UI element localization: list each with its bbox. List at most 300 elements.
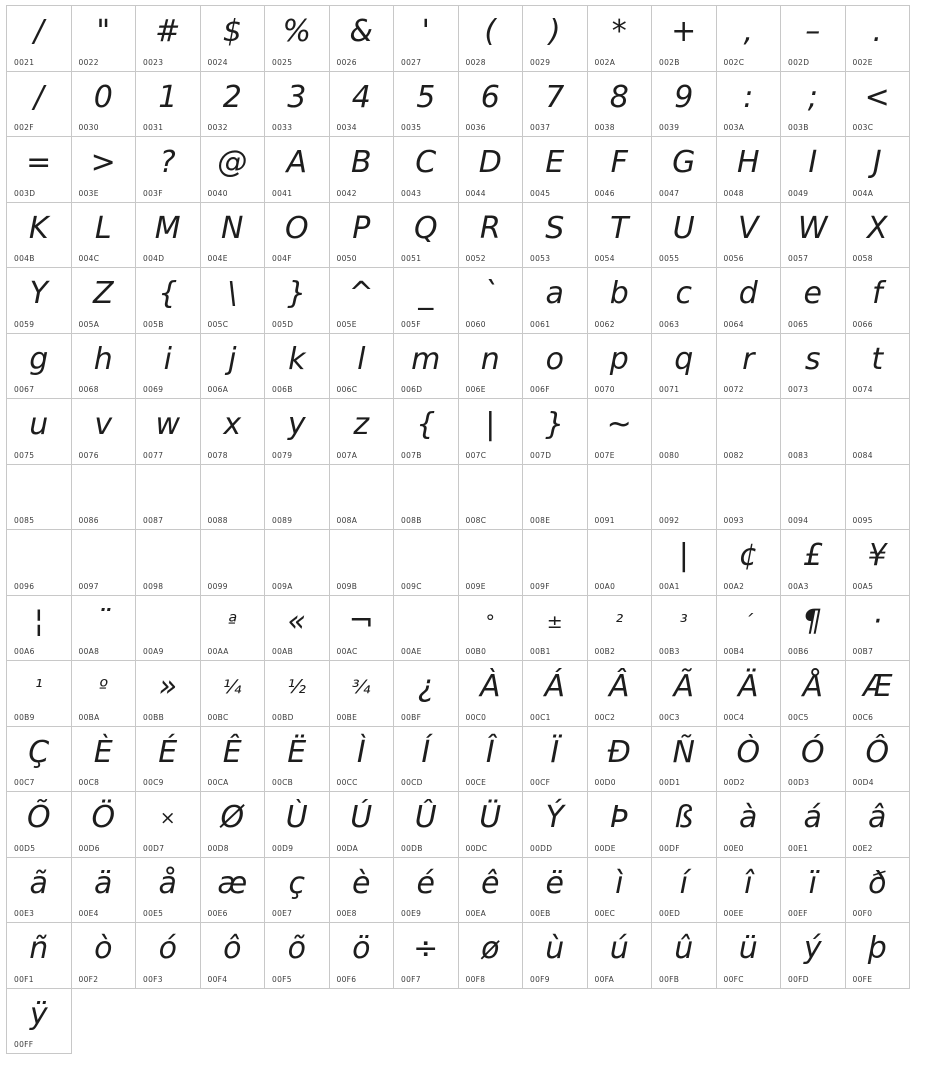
glyph-character: H — [736, 145, 760, 180]
glyph-cell[interactable] — [201, 137, 266, 203]
glyph-cell[interactable] — [136, 6, 201, 72]
glyph-cell[interactable] — [652, 858, 717, 924]
glyph-cell[interactable] — [330, 268, 395, 334]
glyph-character: Z — [92, 276, 114, 311]
glyph-cell[interactable] — [72, 596, 137, 662]
glyph-cell[interactable] — [717, 596, 782, 662]
glyph-cell[interactable] — [781, 792, 846, 858]
glyph-cell[interactable] — [846, 530, 911, 596]
glyph-cell[interactable] — [7, 465, 72, 531]
glyph-cell[interactable] — [717, 727, 782, 793]
glyph-cell[interactable] — [846, 727, 911, 793]
glyph-cell[interactable] — [588, 530, 653, 596]
glyph-cell[interactable] — [201, 399, 266, 465]
glyph-codepoint: 0034 — [336, 123, 357, 132]
glyph-cell[interactable] — [846, 268, 911, 334]
glyph-cell[interactable] — [72, 334, 137, 400]
glyph-codepoint: 006E — [465, 385, 486, 394]
glyph-character: S — [545, 210, 565, 246]
glyph-cell[interactable] — [7, 792, 72, 858]
glyph-cell[interactable] — [459, 6, 524, 72]
glyph-codepoint: 00D0 — [594, 778, 616, 787]
glyph-codepoint: 00EA — [465, 909, 487, 918]
glyph-cell[interactable] — [781, 661, 846, 727]
glyph-cell[interactable] — [201, 465, 266, 531]
glyph-character: h — [93, 341, 113, 377]
glyph-character: { — [416, 407, 436, 442]
glyph-cell[interactable] — [7, 989, 72, 1055]
glyph-codepoint: 00A3 — [788, 581, 809, 591]
glyph-cell[interactable] — [781, 399, 846, 465]
glyph-cell[interactable] — [265, 6, 330, 72]
glyph-cell[interactable] — [717, 792, 782, 858]
glyph-cell[interactable] — [459, 203, 524, 269]
glyph-cell[interactable] — [846, 596, 911, 662]
glyph-cell[interactable] — [394, 465, 459, 531]
glyph-cell[interactable] — [72, 268, 137, 334]
grid-filler — [201, 989, 266, 1055]
glyph-character: « — [287, 603, 306, 639]
glyph-cell[interactable] — [72, 6, 137, 72]
glyph-cell[interactable] — [72, 203, 137, 269]
glyph-codepoint: 0099 — [207, 581, 228, 591]
glyph-cell[interactable] — [781, 268, 846, 334]
glyph-cell[interactable] — [459, 596, 524, 662]
glyph-cell[interactable] — [7, 6, 72, 72]
glyph-cell[interactable] — [588, 399, 653, 465]
glyph-cell[interactable] — [717, 72, 782, 138]
glyph-cell[interactable] — [846, 465, 911, 531]
glyph-codepoint: 00F9 — [530, 974, 550, 984]
glyph-cell[interactable] — [652, 268, 717, 334]
glyph-character: ¦ — [33, 603, 44, 639]
glyph-cell[interactable] — [652, 334, 717, 400]
glyph-cell[interactable] — [394, 137, 459, 203]
glyph-cell[interactable] — [781, 596, 846, 662]
glyph-cell[interactable] — [265, 203, 330, 269]
glyph-character — [588, 534, 652, 578]
glyph-codepoint: 0050 — [336, 254, 357, 263]
glyph-character: . — [872, 14, 883, 49]
glyph-cell[interactable] — [652, 530, 717, 596]
glyph-cell[interactable] — [394, 792, 459, 858]
glyph-cell[interactable] — [7, 530, 72, 596]
glyph-character: R — [479, 210, 501, 246]
glyph-cell[interactable] — [523, 727, 588, 793]
glyph-codepoint: 0053 — [530, 254, 551, 263]
glyph-cell[interactable] — [265, 268, 330, 334]
glyph-cell[interactable] — [781, 72, 846, 138]
glyph-cell[interactable] — [717, 465, 782, 531]
glyph-cell[interactable] — [265, 530, 330, 596]
glyph-codepoint: 0080 — [659, 450, 680, 460]
glyph-cell[interactable] — [781, 727, 846, 793]
glyph-cell[interactable] — [523, 334, 588, 400]
glyph-character: · — [872, 603, 883, 639]
glyph-cell[interactable] — [330, 727, 395, 793]
glyph-cell[interactable] — [201, 530, 266, 596]
glyph-cell[interactable] — [523, 530, 588, 596]
glyph-codepoint: 0043 — [401, 188, 422, 198]
glyph-cell[interactable] — [459, 399, 524, 465]
glyph-cell[interactable] — [7, 268, 72, 334]
glyph-codepoint: 0037 — [530, 123, 551, 132]
glyph-cell[interactable] — [652, 465, 717, 531]
glyph-cell[interactable] — [330, 596, 395, 662]
glyph-character — [7, 469, 71, 513]
glyph-cell[interactable] — [72, 727, 137, 793]
glyph-cell[interactable] — [330, 465, 395, 531]
glyph-cell[interactable] — [136, 72, 201, 138]
glyph-character — [394, 534, 458, 578]
glyph-cell[interactable] — [265, 661, 330, 727]
glyph-codepoint: 00F8 — [465, 974, 486, 984]
glyph-codepoint: 00D4 — [852, 778, 874, 787]
glyph-character: A — [286, 145, 308, 180]
glyph-cell[interactable] — [652, 203, 717, 269]
glyph-cell[interactable] — [588, 727, 653, 793]
glyph-cell[interactable] — [136, 530, 201, 596]
glyph-character: : — [743, 79, 754, 115]
glyph-cell[interactable] — [330, 72, 395, 138]
glyph-cell[interactable] — [459, 661, 524, 727]
glyph-character: O — [284, 210, 309, 246]
glyph-cell[interactable] — [717, 268, 782, 334]
glyph-character: C — [415, 145, 437, 180]
glyph-cell[interactable] — [330, 661, 395, 727]
glyph-cell[interactable] — [265, 465, 330, 531]
glyph-cell[interactable] — [523, 6, 588, 72]
glyph-cell[interactable] — [781, 6, 846, 72]
glyph-cell[interactable] — [523, 72, 588, 138]
glyph-codepoint: 0048 — [723, 188, 744, 198]
glyph-cell[interactable] — [201, 727, 266, 793]
glyph-cell[interactable] — [652, 72, 717, 138]
glyph-cell[interactable] — [265, 727, 330, 793]
glyph-cell[interactable] — [136, 334, 201, 400]
glyph-cell[interactable] — [717, 334, 782, 400]
glyph-cell[interactable] — [588, 6, 653, 72]
glyph-cell[interactable] — [846, 858, 911, 924]
glyph-codepoint: 00D3 — [788, 778, 810, 787]
glyph-cell[interactable] — [781, 530, 846, 596]
glyph-cell[interactable] — [201, 596, 266, 662]
glyph-cell[interactable] — [781, 923, 846, 989]
glyph-codepoint: 009A — [272, 581, 293, 591]
glyph-cell[interactable] — [136, 858, 201, 924]
glyph-character: # — [155, 14, 181, 49]
glyph-cell[interactable] — [201, 334, 266, 400]
glyph-codepoint: 0044 — [465, 188, 486, 198]
glyph-cell[interactable] — [588, 268, 653, 334]
glyph-character: £ — [803, 538, 823, 573]
glyph-character: ¿ — [417, 669, 434, 704]
glyph-cell[interactable] — [330, 203, 395, 269]
glyph-character: / — [33, 79, 44, 115]
glyph-codepoint: 00BE — [336, 712, 358, 722]
glyph-cell[interactable] — [588, 858, 653, 924]
glyph-cell[interactable] — [781, 137, 846, 203]
glyph-codepoint: 00B2 — [594, 647, 616, 656]
glyph-cell[interactable] — [7, 72, 72, 138]
glyph-cell[interactable] — [72, 792, 137, 858]
glyph-codepoint: 006A — [207, 385, 229, 394]
glyph-cell[interactable] — [523, 203, 588, 269]
glyph-cell[interactable] — [330, 399, 395, 465]
glyph-codepoint: 0067 — [14, 385, 35, 394]
glyph-cell[interactable] — [781, 465, 846, 531]
glyph-cell[interactable] — [72, 399, 137, 465]
glyph-cell[interactable] — [201, 268, 266, 334]
glyph-character: â — [868, 800, 887, 835]
glyph-cell[interactable] — [201, 792, 266, 858]
glyph-cell[interactable] — [7, 334, 72, 400]
glyph-codepoint: 00C8 — [78, 778, 100, 787]
glyph-cell[interactable] — [7, 137, 72, 203]
glyph-codepoint: 0030 — [78, 123, 99, 132]
glyph-cell[interactable] — [588, 465, 653, 531]
glyph-cell[interactable] — [136, 596, 201, 662]
glyph-cell[interactable] — [7, 923, 72, 989]
glyph-cell[interactable] — [652, 923, 717, 989]
glyph-codepoint: 0038 — [594, 123, 615, 132]
glyph-cell[interactable] — [652, 137, 717, 203]
glyph-cell[interactable] — [265, 923, 330, 989]
glyph-cell[interactable] — [717, 203, 782, 269]
glyph-cell[interactable] — [781, 858, 846, 924]
glyph-character — [717, 469, 781, 513]
glyph-cell[interactable] — [846, 6, 911, 72]
glyph-cell[interactable] — [330, 858, 395, 924]
glyph-cell[interactable] — [652, 596, 717, 662]
glyph-cell[interactable] — [7, 203, 72, 269]
glyph-cell[interactable] — [588, 661, 653, 727]
glyph-character: é — [416, 865, 435, 901]
glyph-character: Á — [544, 669, 566, 704]
glyph-cell[interactable] — [72, 530, 137, 596]
glyph-cell[interactable] — [652, 792, 717, 858]
glyph-character — [652, 403, 716, 447]
glyph-character: X — [866, 210, 888, 246]
glyph-cell[interactable] — [394, 661, 459, 727]
glyph-character — [717, 403, 781, 447]
glyph-cell[interactable] — [265, 858, 330, 924]
glyph-cell[interactable] — [265, 72, 330, 138]
glyph-character: ª — [227, 610, 237, 633]
glyph-cell[interactable] — [523, 268, 588, 334]
glyph-codepoint: 0040 — [207, 188, 228, 198]
glyph-cell[interactable] — [136, 727, 201, 793]
glyph-cell[interactable] — [717, 6, 782, 72]
glyph-cell[interactable] — [459, 727, 524, 793]
glyph-cell[interactable] — [265, 137, 330, 203]
glyph-cell[interactable] — [136, 268, 201, 334]
glyph-cell[interactable] — [7, 858, 72, 924]
glyph-cell[interactable] — [652, 727, 717, 793]
glyph-character: l — [357, 341, 366, 377]
glyph-cell[interactable] — [394, 923, 459, 989]
glyph-cell[interactable] — [459, 923, 524, 989]
glyph-cell[interactable] — [846, 399, 911, 465]
glyph-cell[interactable] — [846, 334, 911, 400]
glyph-codepoint: 005A — [78, 319, 100, 329]
glyph-cell[interactable] — [265, 399, 330, 465]
glyph-cell[interactable] — [330, 792, 395, 858]
glyph-cell[interactable] — [717, 399, 782, 465]
glyph-cell[interactable] — [652, 661, 717, 727]
glyph-cell[interactable] — [523, 596, 588, 662]
glyph-cell[interactable] — [588, 72, 653, 138]
glyph-cell[interactable] — [652, 399, 717, 465]
glyph-cell[interactable] — [330, 334, 395, 400]
glyph-cell[interactable] — [846, 72, 911, 138]
glyph-cell[interactable] — [394, 334, 459, 400]
glyph-character — [136, 534, 200, 578]
glyph-cell[interactable] — [459, 268, 524, 334]
glyph-codepoint: 00D7 — [143, 843, 165, 853]
glyph-cell[interactable] — [330, 923, 395, 989]
glyph-cell[interactable] — [72, 661, 137, 727]
glyph-cell[interactable] — [781, 203, 846, 269]
glyph-cell[interactable] — [72, 923, 137, 989]
glyph-cell[interactable] — [330, 137, 395, 203]
glyph-cell[interactable] — [523, 399, 588, 465]
glyph-cell[interactable] — [136, 661, 201, 727]
glyph-codepoint: 0042 — [336, 188, 357, 198]
glyph-cell[interactable] — [72, 137, 137, 203]
glyph-cell[interactable] — [717, 923, 782, 989]
glyph-codepoint: 0045 — [530, 188, 551, 198]
glyph-character — [781, 469, 845, 513]
glyph-codepoint: 0055 — [659, 254, 680, 263]
glyph-codepoint: 00B1 — [530, 647, 551, 656]
glyph-cell[interactable] — [459, 858, 524, 924]
glyph-cell[interactable] — [717, 858, 782, 924]
glyph-cell[interactable] — [7, 727, 72, 793]
glyph-codepoint: 0041 — [272, 188, 293, 198]
glyph-cell[interactable] — [394, 858, 459, 924]
glyph-cell[interactable] — [7, 596, 72, 662]
glyph-cell[interactable] — [459, 334, 524, 400]
glyph-cell[interactable] — [717, 137, 782, 203]
glyph-cell[interactable] — [72, 858, 137, 924]
glyph-cell[interactable] — [846, 923, 911, 989]
glyph-codepoint: 00FB — [659, 974, 680, 984]
glyph-cell[interactable] — [72, 465, 137, 531]
glyph-cell[interactable] — [7, 399, 72, 465]
glyph-cell[interactable] — [394, 530, 459, 596]
glyph-cell[interactable] — [201, 72, 266, 138]
glyph-cell[interactable] — [523, 858, 588, 924]
glyph-cell[interactable] — [201, 6, 266, 72]
glyph-cell[interactable] — [330, 6, 395, 72]
glyph-codepoint: 004A — [852, 188, 874, 198]
glyph-cell[interactable] — [459, 465, 524, 531]
glyph-cell[interactable] — [136, 137, 201, 203]
glyph-cell[interactable] — [588, 137, 653, 203]
glyph-cell[interactable] — [717, 661, 782, 727]
glyph-character: @ — [217, 145, 248, 180]
glyph-cell[interactable] — [652, 6, 717, 72]
glyph-cell[interactable] — [523, 923, 588, 989]
glyph-cell[interactable] — [394, 399, 459, 465]
glyph-cell[interactable] — [265, 596, 330, 662]
glyph-cell[interactable] — [459, 530, 524, 596]
glyph-cell[interactable] — [846, 792, 911, 858]
glyph-cell[interactable] — [459, 72, 524, 138]
glyph-cell[interactable] — [136, 203, 201, 269]
glyph-cell[interactable] — [265, 792, 330, 858]
glyph-codepoint: 00A5 — [852, 581, 874, 591]
glyph-codepoint: 0072 — [723, 385, 744, 394]
glyph-cell[interactable] — [136, 792, 201, 858]
glyph-cell[interactable] — [136, 923, 201, 989]
glyph-cell[interactable] — [7, 661, 72, 727]
glyph-cell[interactable] — [588, 923, 653, 989]
glyph-character: | — [678, 538, 689, 573]
glyph-codepoint: 0056 — [723, 254, 744, 263]
glyph-character: ² — [615, 610, 624, 633]
glyph-cell[interactable] — [781, 334, 846, 400]
glyph-cell[interactable] — [201, 858, 266, 924]
glyph-cell[interactable] — [136, 399, 201, 465]
glyph-cell[interactable] — [523, 792, 588, 858]
glyph-cell[interactable] — [588, 203, 653, 269]
glyph-cell[interactable] — [136, 465, 201, 531]
glyph-cell[interactable] — [846, 203, 911, 269]
glyph-cell[interactable] — [459, 137, 524, 203]
glyph-cell[interactable] — [394, 6, 459, 72]
glyph-character: þ — [867, 931, 887, 966]
glyph-cell[interactable] — [588, 596, 653, 662]
glyph-character: Í — [421, 734, 431, 770]
glyph-character: ( — [484, 14, 497, 49]
glyph-cell[interactable] — [523, 137, 588, 203]
glyph-cell[interactable] — [201, 661, 266, 727]
glyph-codepoint: 00C4 — [723, 712, 745, 722]
glyph-cell[interactable] — [72, 72, 137, 138]
glyph-codepoint: 00A6 — [14, 647, 35, 656]
glyph-codepoint: 00E9 — [401, 909, 422, 918]
glyph-cell[interactable] — [717, 530, 782, 596]
glyph-cell[interactable] — [523, 661, 588, 727]
glyph-cell[interactable] — [394, 727, 459, 793]
glyph-cell[interactable] — [330, 530, 395, 596]
glyph-cell[interactable] — [588, 334, 653, 400]
glyph-cell[interactable] — [394, 596, 459, 662]
glyph-cell[interactable] — [394, 268, 459, 334]
glyph-cell[interactable] — [588, 792, 653, 858]
glyph-cell[interactable] — [201, 203, 266, 269]
glyph-cell[interactable] — [523, 465, 588, 531]
glyph-cell[interactable] — [265, 334, 330, 400]
glyph-cell[interactable] — [846, 137, 911, 203]
glyph-codepoint: 0082 — [723, 450, 744, 460]
glyph-codepoint: 00FA — [594, 974, 614, 984]
glyph-codepoint: 002D — [788, 57, 810, 67]
glyph-codepoint: 00E6 — [207, 909, 228, 918]
glyph-character: T — [610, 210, 629, 246]
glyph-cell[interactable] — [459, 792, 524, 858]
glyph-cell[interactable] — [201, 923, 266, 989]
glyph-character: s — [804, 341, 821, 377]
glyph-cell[interactable] — [846, 661, 911, 727]
glyph-character: 2 — [222, 79, 242, 115]
glyph-cell[interactable] — [394, 72, 459, 138]
glyph-character: { — [158, 276, 178, 311]
glyph-cell[interactable] — [394, 203, 459, 269]
glyph-codepoint: 00CD — [401, 778, 423, 787]
